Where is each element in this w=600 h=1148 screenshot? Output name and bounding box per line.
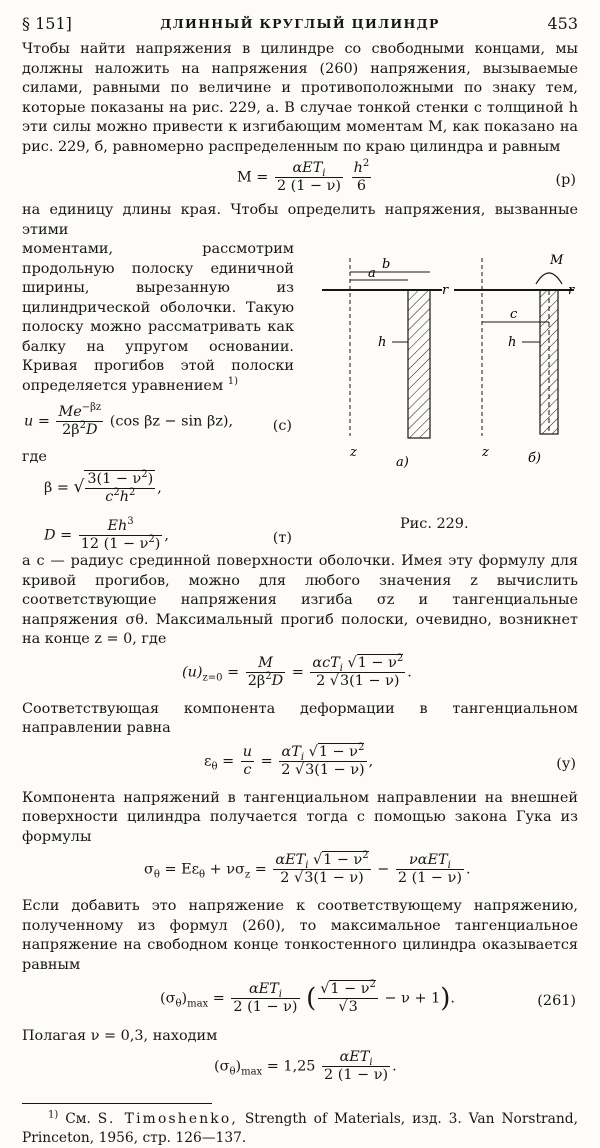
equation-D: D = $\frac{Eh^3}{12 (1 - \nu^2)}$ , (т) [44, 515, 292, 552]
label-r-b: r [568, 283, 575, 298]
paragraph-2-first-line: на единицу длины края. Чтобы определить напряжения, вызванные этими [22, 202, 578, 238]
equation-beta: β = √ $\frac{3(1 - \nu^2)}{c^2h^2}$ , [44, 468, 162, 505]
label-a: a [368, 266, 376, 281]
paragraph-6: Если добавить это напряжение к соответствующему напряжению, полученному из формул (260), то максимальное тангенциальное напряжение на свободном конце тонкостенного цилиндра оказывается равным [22, 898, 578, 973]
running-header [22, 10, 578, 40]
label-r-a: r [442, 283, 449, 298]
page-number: 453 [547, 14, 578, 33]
equation-sigma: $\sigma_\theta = E\varepsilon_\theta + \nu\sigma_z$ = $\frac{\alpha ET_i √1 - \nu^2}{2 √3(1 - \nu)}$ − $\frac{\nu\alpha ET_i}{2 (1 - \nu)}$ . [144, 850, 471, 886]
figure-229 [304, 246, 580, 546]
paragraph-2-text: моментами, рассмотрим продольную полоску единичной ширины, вырезанную из цилиндрической оболочки. Такую полоску можно рассматривать как балку на упругом основании. Кривая прогибов этой полоски определяется уравнением [22, 241, 294, 394]
equation-261: $(\sigma_\theta)_{max}$ = $\frac{\alpha ET_i}{2 (1 - \nu)}$ ( $\frac{√1 - \nu^2}{√3}$ − ν + 1). (261) [160, 979, 576, 1015]
paragraph-4: Соответствующая компонента деформации в тангенциальном направлении равна [22, 700, 578, 736]
equation-u0: $(u)_{z=0}$ = $\frac{M}{2\beta^2D}$ = $\frac{\alpha cT_i √1 - \nu^2}{2 √3(1 - \nu)}$ . [182, 652, 412, 689]
label-h-b: h [508, 335, 517, 350]
paragraph-1: Чтобы найти напряжения в цилиндре со свободными концами, мы должны наложить на напряжения (260) напряжения, вызываемые силами, равными по величине и противоположными по знаку тем, которые показаны на рис. 229, а. В случае тонкой стенки с толщиной h эти силы можно привести к изгибающим моментам M, как показано на рис. 229, б, равномерно распределенным по краю цилиндра и равным [22, 41, 578, 155]
moment-arrow [536, 273, 562, 284]
label-b: b [382, 257, 391, 272]
footnote-divider [22, 1103, 212, 1104]
section-number: § 151] [22, 14, 72, 33]
where-word: где [22, 449, 47, 465]
wall-section-a [408, 290, 430, 438]
footnote-ref: 1) [227, 375, 238, 387]
paragraph-5: Компонента напряжений в тангенциальном направлении на внешней поверхности цилиндра получается тогда с помощью закона Гука из формулы [22, 789, 578, 845]
label-z-a: z [350, 445, 357, 460]
label-h-a: h [378, 335, 387, 350]
equation-y: $\varepsilon_\theta$ = $\frac{u}{c}$ = $\frac{\alpha T_i √1 - \nu^2}{2 √3(1 - \nu)}$ , (у) [204, 741, 576, 778]
equation-final: $(\sigma_\theta)_{max} = 1,25$ $\frac{\alpha ET_i}{2 (1 - \nu)}$ . [214, 1048, 397, 1083]
label-c: c [510, 307, 518, 322]
equation-p: M = $\frac{\alpha ET_i}{2 (1 - \nu)}$ $\frac{h^2}{6}$ (р) [237, 158, 576, 194]
paragraph-7: Полагая ν = 0,3, находим [22, 1028, 218, 1044]
page-title: ДЛИННЫЙ КРУГЛЫЙ ЦИЛИНДР [160, 16, 440, 31]
label-M: M [550, 253, 564, 268]
label-sub-a: а) [396, 455, 409, 470]
equation-tag: (р) [555, 172, 576, 188]
text-and-figure [22, 240, 578, 552]
label-sub-b: б) [528, 451, 542, 466]
cylinder-diagram [304, 246, 580, 516]
left-column [22, 240, 294, 560]
page [22, 10, 578, 1148]
figure-caption: Рис. 229. [400, 516, 469, 532]
label-z-b: z [482, 445, 489, 460]
paragraph-3: а c — радиус срединной поверхности оболочки. Имея эту формулу для кривой прогибов, можно для любого значения z вычислить соответствующие напряжения изгиба σz и тангенциальные напряжения σθ. Максимальный прогиб полоски, очевидно, возникнет на конце z = 0, где [22, 553, 578, 647]
equation-c: u = $\frac{Me^{-\beta z}}{2\beta^2D}$ (cos βz − sin βz), (с) [24, 402, 292, 438]
footnote: $^{1)}$ См. S. Timoshenko, Strength of Materials, изд. 3. Van Norstrand, Princeton, 1956, стр. 126—137. [22, 1108, 578, 1146]
